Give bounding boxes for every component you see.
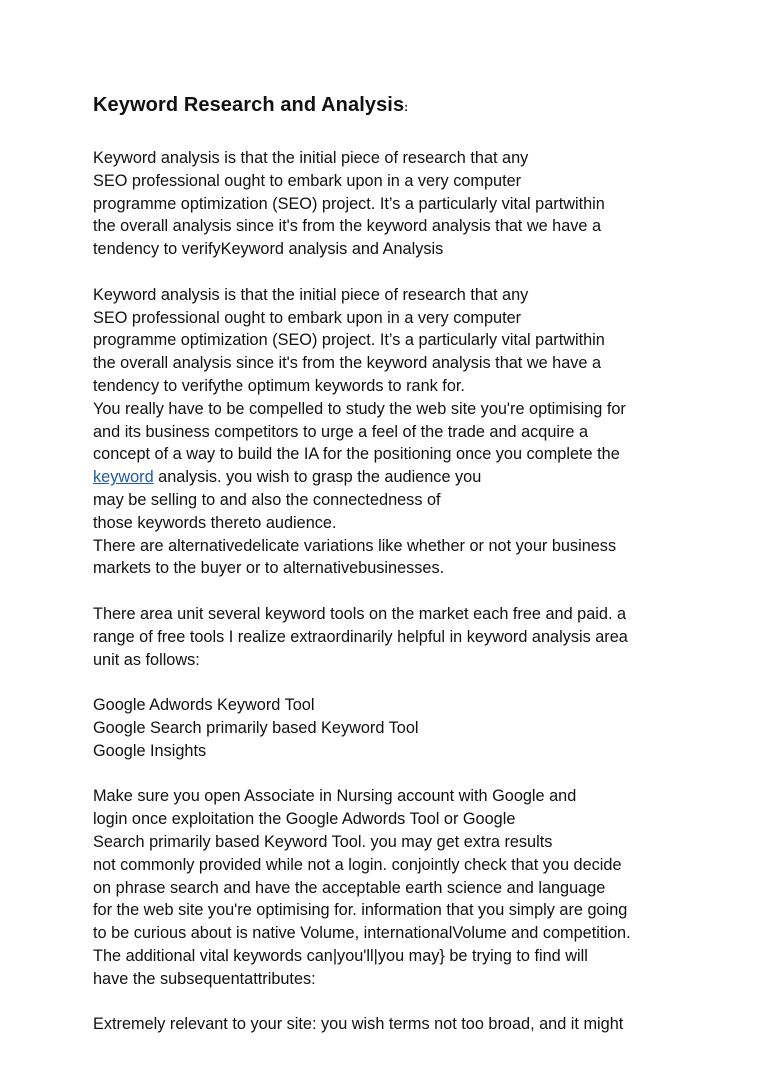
text-line: the overall analysis since it's from the keyword analysis that we have a (93, 217, 602, 236)
text-line: for the web site you're optimising for. information that you simply are going (93, 901, 628, 920)
title-text: Keyword Research and Analysis (93, 94, 405, 116)
text-line: You really have to be compelled to study the web site you're optimising for (93, 399, 626, 418)
text-line: tendency to verifyKeyword analysis and Analysis (93, 240, 444, 259)
spacer (93, 261, 733, 284)
text-line: Extremely relevant to your site: you wish terms not too broad, and it might (93, 1015, 624, 1034)
text-line: Search primarily based Keyword Tool. you may get extra results (93, 832, 553, 851)
paragraph-3 (93, 603, 733, 671)
tool-item: Google Search primarily based Keyword Tool (93, 718, 419, 737)
text-line: tendency to verifythe optimum keywords to rank for. (93, 376, 465, 395)
spacer (93, 763, 733, 786)
tool-item: Google Insights (93, 741, 207, 760)
title-colon: : (404, 100, 409, 114)
text-line: Make sure you open Associate in Nursing account with Google and (93, 787, 577, 806)
text-line: SEO professional ought to embark upon in a very computer (93, 308, 522, 327)
text-line: range of free tools I realize extraordinarily helpful in keyword analysis area (93, 627, 628, 646)
text-line-with-link (93, 466, 733, 489)
text-line: Keyword analysis is that the initial piece of research that any (93, 149, 529, 167)
paragraph-2 (93, 284, 733, 580)
text-line: There area unit several keyword tools on the market each free and paid. a (93, 604, 627, 623)
link-line-rest: analysis. you wish to grasp the audience you (153, 468, 482, 487)
spacer (93, 580, 733, 603)
paragraph-4 (93, 785, 733, 990)
text-line: markets to the buyer or to alternativebusinesses. (93, 559, 445, 578)
text-line: to be curious about is native Volume, internationalVolume and competition. (93, 924, 631, 943)
text-line: SEO professional ought to embark upon in a very computer (93, 171, 522, 190)
page-title (93, 92, 733, 120)
tools-list (93, 694, 733, 762)
text-line: not commonly provided while not a login. conjointly check that you decide (93, 855, 622, 874)
text-line: login once exploitation the Google Adwords Tool or Google (93, 810, 516, 829)
paragraph-5 (93, 1013, 733, 1036)
text-line: and its business competitors to urge a feel of the trade and acquire a (93, 422, 589, 441)
text-line: concept of a way to build the IA for the positioning once you complete the (93, 445, 620, 464)
document-page (93, 92, 733, 1036)
text-line: unit as follows: (93, 650, 200, 669)
text-line: have the subsequentattributes: (93, 969, 316, 988)
spacer (93, 120, 733, 147)
text-line: may be selling to and also the connectedness of (93, 490, 441, 509)
tool-item: Google Adwords Keyword Tool (93, 696, 315, 715)
spacer (93, 990, 733, 1013)
text-line: programme optimization (SEO) project. It’s a particularly vital partwithin (93, 194, 605, 213)
text-line: Keyword analysis is that the initial piece of research that any (93, 285, 529, 304)
paragraph-1 (93, 147, 733, 261)
text-line: The additional vital keywords can|you'll|you may} be trying to find will (93, 946, 588, 965)
text-line: on phrase search and have the acceptable earth science and language (93, 878, 606, 897)
text-line: those keywords thereto audience. (93, 513, 337, 532)
spacer (93, 671, 733, 694)
text-line: programme optimization (SEO) project. It’s a particularly vital partwithin (93, 331, 605, 350)
text-line: There are alternativedelicate variations like whether or not your business (93, 536, 617, 555)
text-line: the overall analysis since it's from the keyword analysis that we have a (93, 354, 602, 373)
keyword-link[interactable]: keyword (93, 468, 154, 487)
